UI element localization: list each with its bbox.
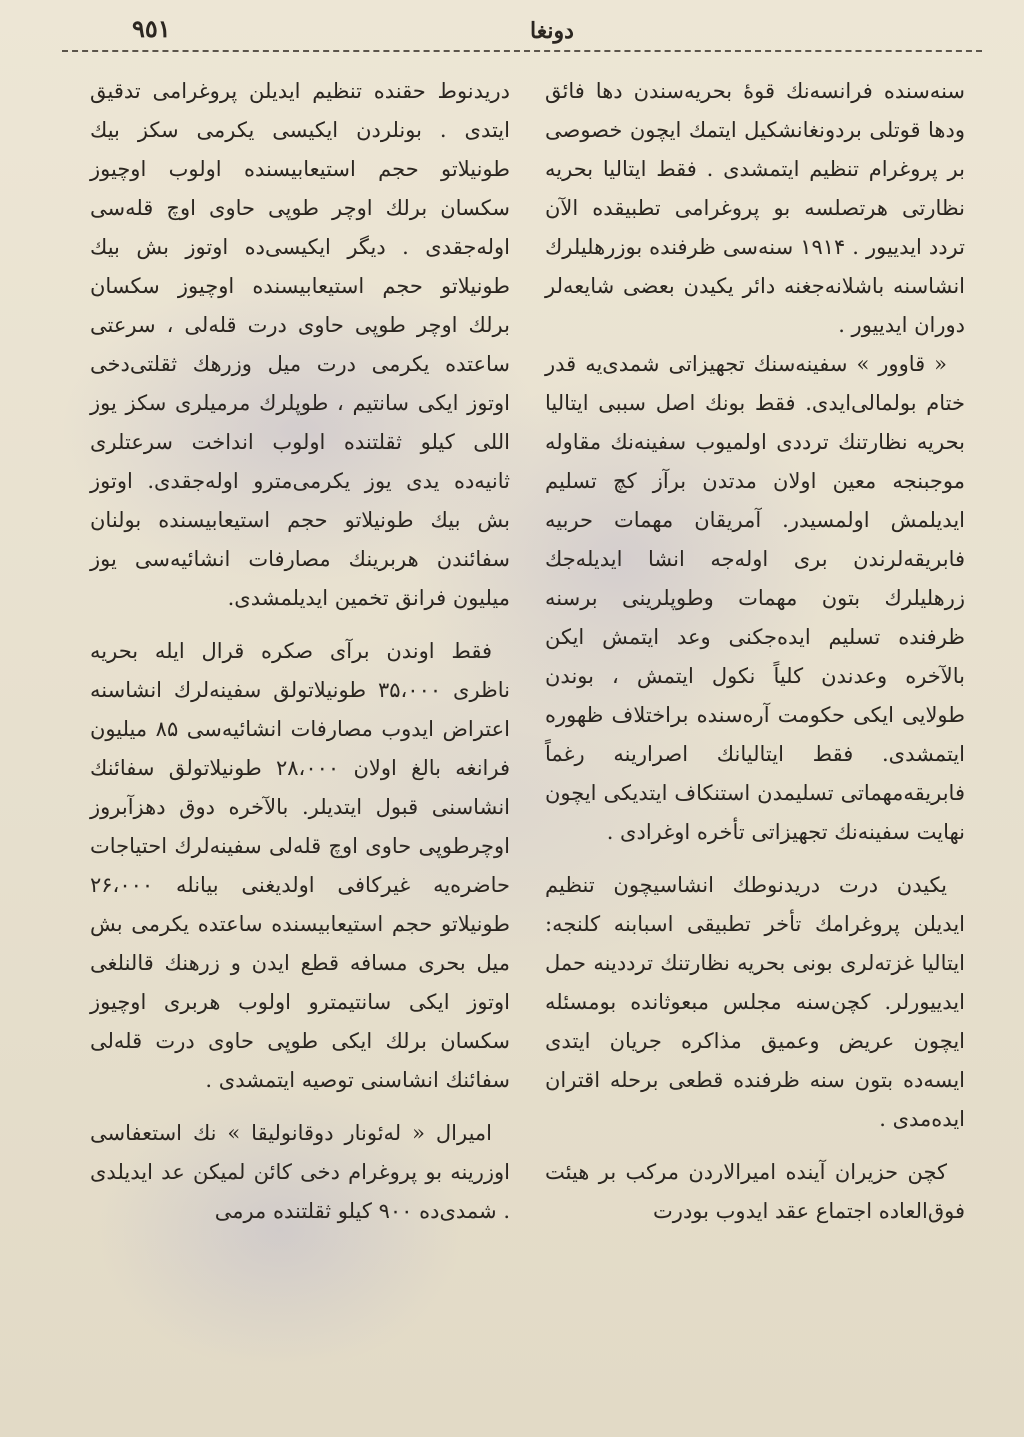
paragraph: « قاوور » سفینه‌سنك تجهیزاتی شمدی‌یه قدر ختام بولمالی‌ایدی. فقط بونك اصل سببی ایتالیا بحریه نظارتنك ترددی اولمیوب سفینه‌نك مقاوله موجبنجه معین اولان مدتدن برآز كچ تسلیم ایدیلمش اولمسیدر. آمریقان مهمات حربیه فابریقه‌لرندن بری اوله‌جه انشا ایدیله‌جك زرهلیلرك بتون مهمات وطوپلرینی برسنه ظرفنده تسلیم ایده‌جكنی وعد ایتمش ایكن بالآخره وعدندن كلیاً نكول ایتمش ، بوندن طولایی ایكی حكومت آره‌سنده براختلاف ظهوره‌ ایتمشدی. فقط ایتالیانك اصرارینه رغماً فابریقه‌مهماتی تسلیمدن استنكاف ایتدیكی ایچون نهایت سفینه‌نك تجهیزاتی تأخره اوغرادی . [545, 352, 965, 844]
paragraph: یكیدن درت دریدنوطك انشاسیچون تنظیم ایدیلن پروغرامك تأخر تطبیقی اسبابنه‌ كلنجه: ایتالیا غزته‌لری بونی بحریه نظارتنك ترددینه حمل ایدییورلر. كچن‌سنه مجلس مبعوثانده بومسئله ایچون عریض وعمیق مذاكره جریان ایتدی ایسه‌ده بتون سنه ظرفنده قطعی برحله اقتران ایده‌مدی . [545, 873, 965, 1131]
paragraph: سنه‌سنده فرانسه‌نك قوهٔ بحریه‌سندن دها فائق ودها قوتلی بردونغانشكیل ایتمك ایچون خصوصی بر پروغرام تنظیم ایتمشدی . فقط ایتالیا بحریه نظارتی هرتصلسه بو پروغرامی تطبیقده الآن تردد ایدییور . ۱۹۱۴ سنه‌سی ظرفنده بوزرهلیلرك انشاسنه باشلانه‌جغنه دائر یكیدن بعضی شایعه‌لر دوران ایدییور . [545, 79, 965, 337]
paragraph: دریدنوط حقنده تنظیم ایدیلن پروغرامی تدقیق ایتدی . بونلردن ایكیسی یكرمی سكز بیك طونیلاتو حجم استیعابیسنده اولوب اوچیوز سكسان برلك اوچر طوپی حاوی اوچ قله‌سی اوله‌جقدی . دیگر ایكیسی‌ده اوتوز بش بیك طونیلاتو حجم استیعابیسنده اوچیوز سكسان برلك اوچر طوپی حاوی درت قله‌لی ، سرعتی ساعتده یكرمی درت میل وزرهك ثقلتی‌دخی اوتوز ایكی سانتیم ، طوپلرك مرمیلری سكز یوز اللی كیلو ثقلتنده اولوب انداخت سرعتلری ثانیه‌ده یدی یوز یكرمی‌مترو اوله‌جقدی. اوتوز بش بیك طونیلاتو حجم استیعابیسنده بولنان سفائندن هربرینك مصارفات انشائیه‌سی یوز میلیون فرانق تخمین ایدیلمشدی. [90, 79, 510, 610]
paragraph: كچن حزیران آینده امیرالاردن مركب بر هیئت فوق‌العاده اجتماع عقد ایدوب بودرت [545, 1160, 965, 1223]
paragraph: فقط اوندن برآی صكره قرال ایله بحریه ناظری ۳۵،۰۰۰ طونیلاتولق سفینه‌لرك انشاسنه اعتراض ایدوب مصارفات انشائیه‌سی ۸۵ میلیون فرانغه بالغ اولان ۲۸،۰۰۰ طونیلاتولق سفائنك انشاسنی قبول ایتدیلر. بالآخره دوق دهزآبروز اوچرطوپی حاوی اوچ قله‌لی سفینه‌لرك احتیاجات حاضره‌یه غیركافی اولدیغنی بیانله ۲۶،۰۰۰ طونیلاتو حجم استیعابیسنده ساعتده یكرمی بش میل بحری مسافه قطع ایدن و زرهنك قالنلغی اوتوز ایكی سانتیمترو اولوب هربری اوچیوز سكسان برلك ایكی طوپی حاوی درت قله‌لی سفائنك انشاسنی توصیه ایتمشدی . [90, 639, 510, 1092]
right-column [545, 72, 965, 1231]
left-column [90, 72, 510, 1231]
paragraph: امیرال « له‌ئونار دوقانولیقا » نك استعفاسی اوزرینه بو پروغرام دخی كائن لمیكن عد ایدیلدی . شمدی‌ده ۹۰۰ كیلو ثقلتنده مرمی [90, 1121, 510, 1223]
header-rule [62, 50, 982, 52]
page-header [60, 14, 984, 54]
page-number: ٩٥١ [132, 14, 171, 43]
running-title: دونغا [530, 18, 574, 44]
